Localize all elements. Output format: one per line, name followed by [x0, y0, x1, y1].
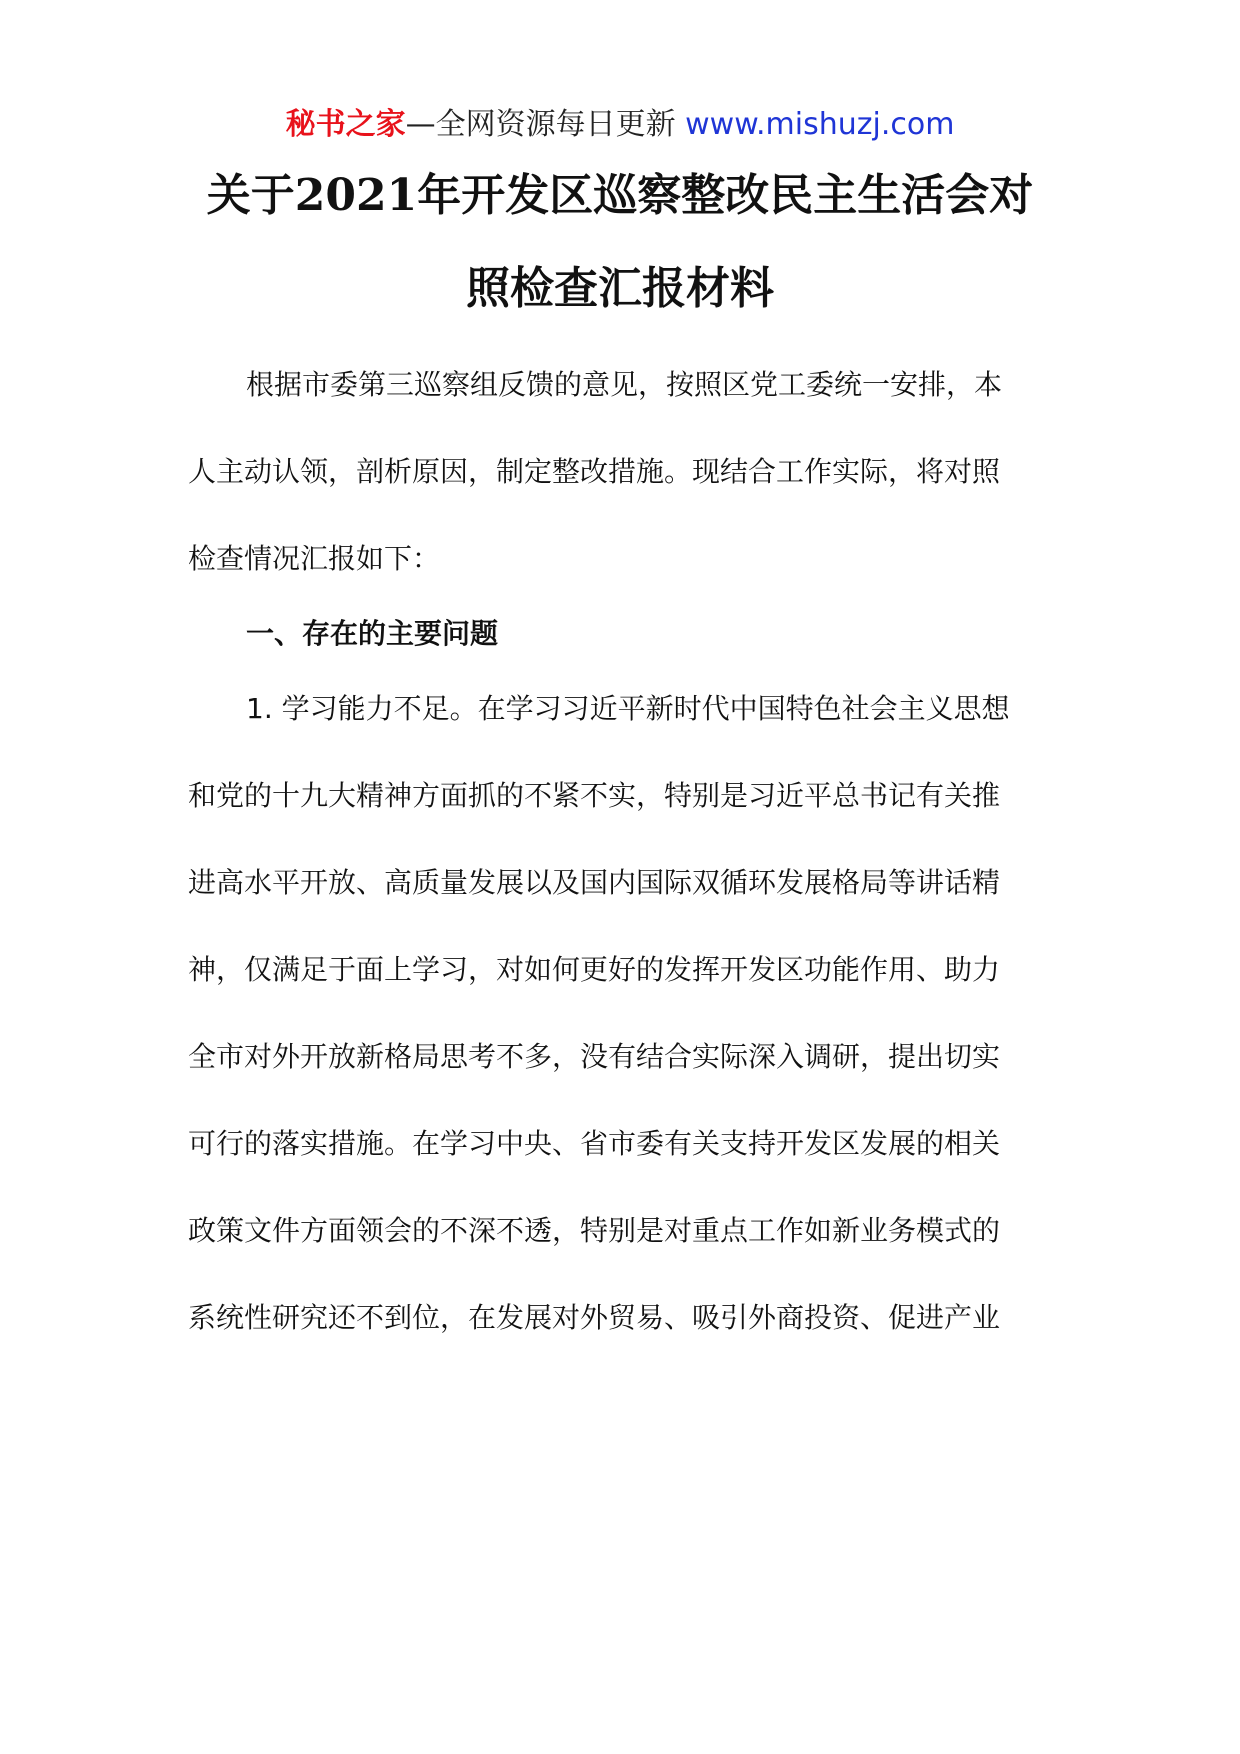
item1-line-3: 进高水平开放、高质量发展以及国内国际双循环发展格局等讲话精 — [188, 866, 1001, 899]
site-header — [0, 103, 1240, 147]
item1-line-8: 系统性研究还不到位，在发展对外贸易、吸引外商投资、促进产业 — [188, 1301, 1001, 1334]
section-heading: 一、存在的主要问题 — [246, 617, 499, 650]
intro-line-1: 根据市委第三巡察组反馈的意见，按照区党工委统一安排，本 — [246, 368, 1003, 401]
document-title-line-1: 关于2021年开发区巡察整改民主生活会对 — [206, 170, 1034, 221]
intro-line-3: 检查情况汇报如下： — [188, 542, 441, 575]
item1-line-5: 全市对外开放新格局思考不多，没有结合实际深入调研，提出切实 — [188, 1040, 1001, 1073]
item1-line-4: 神，仅满足于面上学习，对如何更好的发挥开发区功能作用、助力 — [188, 953, 1001, 986]
intro-line-2: 人主动认领，剖析原因，制定整改措施。现结合工作实际，将对照 — [188, 455, 1001, 488]
item1-line-6: 可行的落实措施。在学习中央、省市委有关支持开发区发展的相关 — [188, 1127, 1001, 1160]
header-url[interactable]: www.mishuzj.com — [685, 107, 955, 142]
item1-line-1: 1. 学习能力不足。在学习习近平新时代中国特色社会主义思想 — [246, 692, 1010, 725]
brand-name: 秘书之家 — [285, 107, 406, 142]
header-tagline: —全网资源每日更新 — [405, 107, 676, 142]
item1-line-7: 政策文件方面领会的不深不透，特别是对重点工作如新业务模式的 — [188, 1214, 1001, 1247]
document-title-line-2: 照检查汇报材料 — [466, 263, 774, 314]
item1-line-2: 和党的十九大精神方面抓的不紧不实，特别是习近平总书记有关推 — [188, 779, 1001, 812]
